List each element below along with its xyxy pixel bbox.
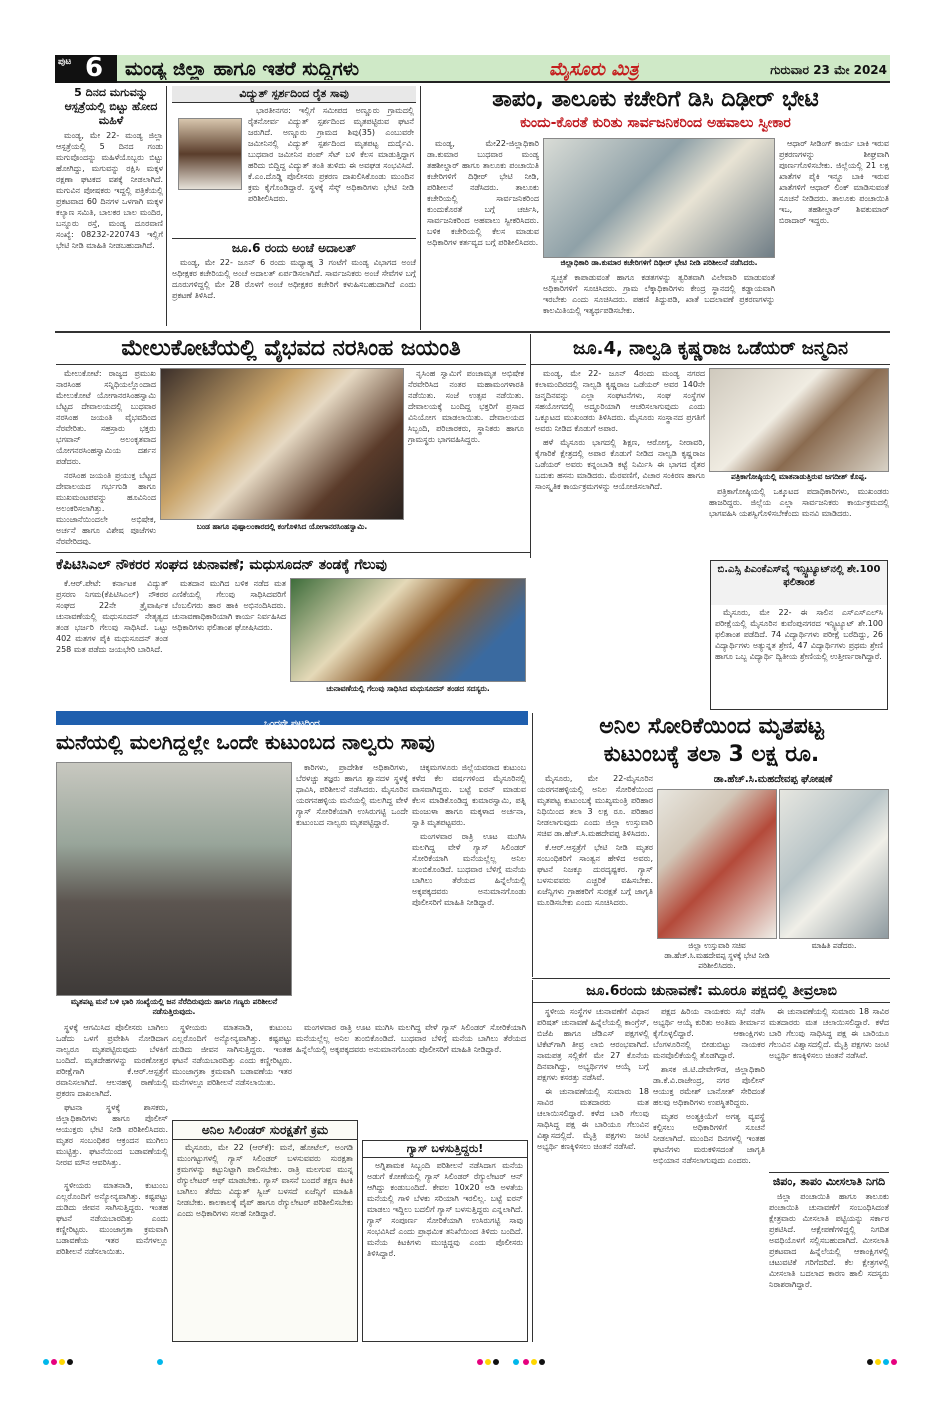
wodeyar-paragraph-1: ಮಂಡ್ಯ, ಮೇ 22- ಜೂನ್ 4ರಂದು ಮಂಡ್ಯ ನಗರದ ಕಲಾಮಂದಿರದಲ್ಲಿ ನಾಲ್ವಡಿ ಕೃಷ್ಣರಾಜ ಒಡೆಯರ್ ಅವರ 140ನೇ ಜನ್ಮದಿನವನ್ನು ಎಲ್ಲಾ ಸಂಘಟನೆಗಳು, ಸಂಘ ಸಂಸ್ಥೆಗಳ ಸಹಯೋಗದಲ್ಲಿ ಅದ್ಧೂರಿಯಾಗಿ ಆಚರಿಸಲಾಗುವುದು ಎಂದು ಒಕ್ಕೂಟದ ಮುಖಂಡರು ತಿಳಿಸಿದರು. ಮೈಸೂರು ಸಂಸ್ಥಾನದ ಪ್ರಗತಿಗೆ ಅವರು ನೀಡಿದ ಕೊಡುಗೆ ಅಪಾರ. <box>535 369 705 433</box>
compensation-paragraph-2: ಕೆ.ಆರ್.ಆಸ್ಪತ್ರೆಗೆ ಭೇಟಿ ನೀಡಿ ಮೃತರ ಸಂಬಂಧಿಕರಿಗೆ ಸಾಂತ್ವನ ಹೇಳಿದ ಅವರು, ಘಟನೆ ನಿಜಕ್ಕೂ ದುರದೃಷ್ಟಕರ. ಗ್ಯಾಸ್ ಬಳಸುವವರು ಎಚ್ಚರಿಕೆ ವಹಿಸಬೇಕು. ಏಜೆನ್ಸಿಗಳು ಗ್ರಾಹಕರಿಗೆ ಸುರಕ್ಷತೆ ಬಗ್ಗೆ ಜಾಗೃತಿ ಮೂಡಿಸಬೇಕು ಎಂದು ಸೂಚಿಸಿದರು. <box>537 843 653 907</box>
story-adalat <box>172 238 416 328</box>
family-body-col2 <box>296 762 408 1018</box>
compensation-headline-2: ಕುಟುಂಬಕ್ಕೆ ತಲಾ 3 ಲಕ್ಷ ರೂ. <box>603 742 820 767</box>
cylinder-paragraph: ಮೈಸೂರು, ಮೇ 22 (ಆರ್‌ಕೆ): ಮನೆ, ಹೋಟೆಲ್, ಅಂಗಡಿ ಮುಂಗಟ್ಟುಗಳಲ್ಲಿ ಗ್ಯಾಸ್ ಸಿಲಿಂಡರ್ ಬಳಸುವವರು ಸುರಕ್ಷತಾ ಕ್ರಮಗಳನ್ನು ಕಟ್ಟುನಿಟ್ಟಾಗಿ ಪಾಲಿಸಬೇಕು. ರಾತ್ರಿ ಮಲಗುವ ಮುನ್ನ ರೆಗ್ಯುಲೇಟರ್ ಆಫ್ ಮಾಡಬೇಕು. ಗ್ಯಾಸ್ ವಾಸನೆ ಬಂದರೆ ತಕ್ಷಣ ಕಿಟಕಿ ಬಾಗಿಲು ತೆರೆದು ವಿದ್ಯುತ್ ಸ್ವಿಚ್ ಬಳಸದೆ ಏಜೆನ್ಸಿಗೆ ಮಾಹಿತಿ ನೀಡಬೇಕು. ಕಾಲಕಾಲಕ್ಕೆ ಪೈಪ್ ಹಾಗೂ ರೆಗ್ಯುಲೇಟರ್ ಪರಿಶೀಲಿಸಬೇಕು ಎಂದು ಅಧಿಕಾರಿಗಳು ಸಲಹೆ ನೀಡಿದ್ದಾರೆ. <box>177 1143 353 1218</box>
scholarship-paragraph: ಮೈಸೂರು, ಮೇ 22- ಈ ಸಾಲಿನ ಎಸ್ಎಸ್ಎಲ್‌ಸಿ ಪರೀಕ್ಷೆಯಲ್ಲಿ ಮೈಸೂರಿನ ಕುವೆಂಪುನಗರದ ಇನ್ಸ್ಟಿಟ್ಯೂಟ್ ಶೇ.100 ಫಲಿತಾಂಶ ಪಡೆದಿದೆ. 74 ವಿದ್ಯಾರ್ಥಿಗಳು ಪರೀಕ್ಷೆ ಬರೆದಿದ್ದು, 26 ವಿದ್ಯಾರ್ಥಿಗಳು ಅತ್ಯುನ್ನತ ಶ್ರೇಣಿ, 47 ವಿದ್ಯಾರ್ಥಿಗಳು ಪ್ರಥಮ ಶ್ರೇಣಿ ಹಾಗೂ ಒಬ್ಬ ವಿದ್ಯಾರ್ಥಿ ದ್ವಿತೀಯ ಶ್ರೇಣಿಯಲ್ಲಿ ಉತ್ತೀರ್ಣರಾಗಿದ್ದಾರೆ. <box>715 608 883 661</box>
family-body-col6 <box>296 1022 526 1132</box>
wodeyar-headline: ಜೂ.4, ನಾಲ್ವಡಿ ಕೃಷ್ಣರಾಜ ಒಡೆಯರ್ ಜನ್ಮದಿನ <box>531 334 890 365</box>
kptcl-winners-photo <box>290 578 526 682</box>
registration-dots <box>40 1357 905 1367</box>
adalat-paragraph: ಮಂಡ್ಯ, ಮೇ 22- ಜೂನ್ 6 ರಂದು ಮಧ್ಯಾಹ್ನ 3 ಗಂಟೆಗೆ ಮಂಡ್ಯ ವಿಭಾಗದ ಅಂಚೆ ಅಧೀಕ್ಷಕರ ಕಚೇರಿಯಲ್ಲಿ ಅಂಚೆ ಅದಾಲತ್ ಏರ್ಪಡಿಸಲಾಗಿದೆ. ಸಾರ್ವಜನಿಕರು ಅಂಚೆ ಸೇವೆಗಳ ಬಗ್ಗೆ ದೂರುಗಳಿದ್ದಲ್ಲಿ ಮೇ 28 ರೊಳಗೆ ಅಂಚೆ ಅಧೀಕ್ಷಕರ ಕಚೇರಿಗೆ ಕಳುಹಿಸಬಹುದಾಗಿದೆ ಎಂದು ಪ್ರಕಟಣೆ ತಿಳಿಸಿದೆ. <box>172 258 416 300</box>
election-paragraph-5: ಮೃತರ ಅಂತ್ಯಕ್ರಿಯೆಗೆ ಅಗತ್ಯ ವ್ಯವಸ್ಥೆ ಕಲ್ಪಿಸಲು ಅಧಿಕಾರಿಗಳಿಗೆ ಸೂಚನೆ ನೀಡಲಾಗಿದೆ. ಮುಂದಿನ ದಿನಗಳಲ್ಲಿ ಇಂತಹ ಘಟನೆಗಳು ಮರುಕಳಿಸದಂತೆ ಜಾಗೃತಿ ಅಭಿಯಾನ ನಡೆಸಲಾಗುವುದು ಎಂದರು. <box>653 1112 765 1165</box>
farmer-portrait-photo <box>178 118 242 190</box>
compensation-headline-1: ಅನಿಲ ಸೋರಿಕೆಯಿಂದ ಮೃತಪಟ್ಟ <box>599 714 824 739</box>
baby-body <box>56 130 166 320</box>
dc-body-col1 <box>427 138 539 328</box>
story-family <box>56 726 528 1176</box>
family-body-col4 <box>56 1022 168 1176</box>
masthead <box>55 55 890 83</box>
family-body-col7 <box>56 1180 168 1342</box>
dc-office-photo <box>543 138 775 258</box>
cylinder-body <box>173 1140 357 1344</box>
narasimha-photo-caption: ಬಂಡ ಹಾಗೂ ಪುಷ್ಪಾಲಂಕಾರದಲ್ಲಿ ಕಂಗೊಳಿಸಿದ ಯೋಗಾನರಸಿಂಹಸ್ವಾಮಿ. <box>160 522 404 534</box>
farmer-headline: ವಿದ್ಯುತ್ ಸ್ಪರ್ಶದಿಂದ ರೈತ ಸಾವು <box>172 86 416 103</box>
divider <box>55 331 890 333</box>
dc-paragraph-3: ಆಧಾರ್ ಸೀಡಿಂಗ್ ಕಾರ್ಯ ಬಾಕಿ ಇರುವ ಪ್ರಕರಣಗಳನ್ನು ಶೀಘ್ರವಾಗಿ ಪೂರ್ಣಗೊಳಿಸಬೇಕು. ಜಿಲ್ಲೆಯಲ್ಲಿ 21 ಲಕ್ಷ ಖಾತೆಗಳ ಪೈಕಿ ಇನ್ನೂ ಬಾಕಿ ಇರುವ ಖಾತೆಗಳಿಗೆ ಆಧಾರ್ ಲಿಂಕ್ ಮಾಡಿಸುವಂತೆ ಸೂಚನೆ ನೀಡಿದರು. ತಾಲೂಕು ಪಂಚಾಯಿತಿ ಇಒ, ತಹಶೀಲ್ದಾರ್ ಶಿವಕುಮಾರ್ ಬಿರಾದಾರ್ ಇದ್ದರು. <box>779 139 889 225</box>
dc-paragraph-1: ಮಂಡ್ಯ, ಮೇ22-ಜಿಲ್ಲಾಧಿಕಾರಿ ಡಾ.ಕುಮಾರ ಬುಧವಾರ ಮಂಡ್ಯ ತಹಶೀಲ್ದಾರ್ ಹಾಗೂ ತಾಲೂಕು ಪಂಚಾಯಿತಿ ಕಚೇರಿಗಳಿಗೆ ದಿಢೀರ್ ಭೇಟಿ ನೀಡಿ, ಪರಿಶೀಲನೆ ನಡೆಸಿದರು. ತಾಲೂಕು ಕಚೇರಿಯಲ್ಲಿ ಸಾರ್ವಜನಿಕರಿಂದ ಕುಂದುಕೊರತೆ ಬಗ್ಗೆ ಚರ್ಚಿಸಿ, ಸಾರ್ವಜನಿಕರಿಂದ ಅಹವಾಲು ಸ್ವೀಕರಿಸಿದರು. ಬಳಿಕ ಕಚೇರಿಯಲ್ಲಿ ಕೆಲಸ ಮಾಡುವ ಅಧಿಕಾರಿಗಳ ಕರ್ತವ್ಯದ ಬಗ್ಗೆ ಪರಿಶೀಲಿಸಿದರು. <box>427 139 539 247</box>
narasimha-body-col2 <box>408 368 524 548</box>
kptcl-photo-caption: ಚುನಾವಣೆಯಲ್ಲಿ ಗೆಲುವು ಸಾಧಿಸಿದ ಮಧುಸೂದನ್ ತಂಡದ ಸದಸ್ಯರು. <box>290 684 526 706</box>
family-paragraph-5: ಘಟನಾ ಸ್ಥಳಕ್ಕೆ ಶಾಸಕರು, ಜಿಲ್ಲಾಧಿಕಾರಿಗಳು ಹಾಗೂ ಪೊಲೀಸ್ ಆಯುಕ್ತರು ಭೇಟಿ ನೀಡಿ ಪರಿಶೀಲಿಸಿದರು. ಮೃತರ ಸಂಬಂಧಿಕರ ಆಕ್ರಂದನ ಮುಗಿಲು ಮುಟ್ಟಿತ್ತು. ಘಟನೆಯಿಂದ ಬಡಾವಣೆಯಲ್ಲಿ ನೀರವ ಮೌನ ಆವರಿಸಿತ್ತು. <box>56 1103 168 1167</box>
story-baby <box>56 86 167 326</box>
family-crowd-photo <box>56 762 292 996</box>
registration-marks <box>40 1352 905 1362</box>
page-number: 6 <box>85 53 104 83</box>
dc-paragraph-2: ಸ್ವಚ್ಛತೆ ಕಾಪಾಡುವಂತೆ ಹಾಗೂ ಕಡತಗಳನ್ನು ತ್ವರಿತವಾಗಿ ವಿಲೇವಾರಿ ಮಾಡುವಂತೆ ಅಧಿಕಾರಿಗಳಿಗೆ ಸೂಚಿಸಿದರು. ಗ್ರಾಮ ಲೆಕ್ಕಾಧಿಕಾರಿಗಳು ಕೇಂದ್ರ ಸ್ಥಾನದಲ್ಲಿ ಕಡ್ಡಾಯವಾಗಿ ಇರಬೇಕು ಎಂದು ಸೂಚಿಸಿದರು. ಪಹಣಿ ತಿದ್ದುಪಡಿ, ಖಾತೆ ಬದಲಾವಣೆ ಪ್ರಕರಣಗಳನ್ನು ಕಾಲಮಿತಿಯಲ್ಲಿ ಇತ್ಯರ್ಥಪಡಿಸಬೇಕು. <box>543 273 775 315</box>
election-paragraph-2: ಈ ಚುನಾವಣೆಯಲ್ಲಿ ಸುಮಾರು 18 ಸಾವಿರ ಮತದಾರರು ಮತ ಚಲಾಯಿಸಲಿದ್ದಾರೆ. ಕಳೆದ ಬಾರಿ ಗೆಲುವು ಸಾಧಿಸಿದ್ದ ಪಕ್ಷ ಈ ಬಾರಿಯೂ ಗೆಲುವಿನ ವಿಶ್ವಾಸದಲ್ಲಿದೆ. ಮೈತ್ರಿ ಪಕ್ಷಗಳು ಜಂಟಿ ಅಭ್ಯರ್ಥಿ ಕಣಕ್ಕಿಳಿಸಲು ಚಿಂತನೆ ನಡೆಸಿವೆ. <box>537 1087 649 1151</box>
zp-tp-body <box>769 1191 889 1339</box>
farmer-body <box>248 105 414 235</box>
wodeyar-paragraph-3: ಪತ್ರಿಕಾಗೋಷ್ಠಿಯಲ್ಲಿ ಒಕ್ಕೂಟದ ಪದಾಧಿಕಾರಿಗಳು, ಮುಖಂಡರು ಹಾಜರಿದ್ದರು. ಜಿಲ್ಲೆಯ ಎಲ್ಲಾ ಸಾರ್ವಜನಿಕರು ಕಾರ್ಯಕ್ರಮದಲ್ಲಿ ಭಾಗವಹಿಸಿ ಯಶಸ್ವಿಗೊಳಿಸಬೇಕೆಂದು ಮನವಿ ಮಾಡಿದರು. <box>709 487 889 518</box>
dc-headline: ತಾಪಂ, ತಾಲೂಕು ಕಚೇರಿಗೆ ಡಿಸಿ ದಿಢೀರ್ ಭೇಟಿ <box>492 87 819 112</box>
family-photo-caption: ಮೃತಪಟ್ಟ ಮನೆ ಬಳಿ ಭಾರಿ ಸಂಖ್ಯೆಯಲ್ಲಿ ಜನ ನೆರೆದಿರುವುದು ಹಾಗೂ ಗಣ್ಯರು ಪರಿಶೀಲನೆ ನಡೆಸುತ್ತಿರುವುದು. <box>56 997 292 1019</box>
election-paragraph-3: ಪಕ್ಷದ ಹಿರಿಯ ನಾಯಕರು ಸಭೆ ನಡೆಸಿ ಅಭ್ಯರ್ಥಿ ಆಯ್ಕೆ ಕುರಿತು ಅಂತಿಮ ತೀರ್ಮಾನ ಕೈಗೊಳ್ಳಲಿದ್ದಾರೆ. ಆಕಾಂಕ್ಷಿಗಳು ಬೆಂಗಳೂರಿನಲ್ಲಿ ಬೀಡುಬಿಟ್ಟು ನಾಯಕರ ಮನವೊಲಿಕೆಯಲ್ಲಿ ತೊಡಗಿದ್ದಾರೆ. <box>653 1007 765 1060</box>
story-election <box>532 980 890 1342</box>
family-paragraph-6: ಸ್ಥಳೀಯರು ಮಾತನಾಡಿ, ಕುಟುಂಬ ಎಲ್ಲರೊಂದಿಗೆ ಅನ್ಯೋನ್ಯವಾಗಿತ್ತು. ಕಷ್ಟಪಟ್ಟು ದುಡಿದು ಜೀವನ ಸಾಗಿಸುತ್ತಿದ್ದರು. ಇಂತಹ ಘಟನೆ ನಡೆಯಬಾರದಿತ್ತು ಎಂದು ಕಣ್ಣೀರಿಟ್ಟರು. ಮುಂಜಾಗ್ರತಾ ಕ್ರಮವಾಗಿ ಬಡಾವಣೆಯ ಇತರ ಮನೆಗಳಲ್ಲೂ ಪರಿಶೀಲನೆ ನಡೆಸಲಾಯಿತು. <box>172 1023 292 1087</box>
farmer-paragraph: ಭಾರತೀನಗರ: ಇಲ್ಲಿಗೆ ಸಮೀಪದ ಅಣ್ಣೂರು ಗ್ರಾಮದಲ್ಲಿ ರೈತನೋರ್ವ ವಿದ್ಯುತ್ ಸ್ಪರ್ಶದಿಂದ ಮೃತಪಟ್ಟಿರುವ ಘಟನೆ ಜರುಗಿದೆ. ಅಣ್ಣೂರು ಗ್ರಾಮದ ಶಿವು(35) ಎಂಬುವರೇ ಜಮೀನಿನಲ್ಲಿ ವಿದ್ಯುತ್ ಸ್ಪರ್ಶದಿಂದ ಮೃತಪಟ್ಟ ದುರ್ದೈವಿ. ಬುಧವಾರ ಜಮೀನಿನ ಪಂಪ್ ಸೆಟ್ ಬಳಿ ಕೆಲಸ ಮಾಡುತ್ತಿದ್ದಾಗ ಹರಿದು ಬಿದ್ದಿದ್ದ ವಿದ್ಯುತ್ ತಂತಿ ತುಳಿದು ಈ ಅವಘಡ ಸಂಭವಿಸಿದೆ. ಕೆ.ಎಂ.ದೊಡ್ಡಿ ಪೊಲೀಸರು ಪ್ರಕರಣ ದಾಖಲಿಸಿಕೊಂಡು ಮುಂದಿನ ಕ್ರಮ ಕೈಗೊಂಡಿದ್ದಾರೆ. ಸ್ಥಳಕ್ಕೆ ಸೆಸ್ಕ್ ಅಧಿಕಾರಿಗಳು ಭೇಟಿ ನೀಡಿ ಪರಿಶೀಲಿಸಿದರು. <box>248 106 414 203</box>
election-headline: ಜೂ.6ರಂದು ಚುನಾವಣೆ: ಮೂರೂ ಪಕ್ಷದಲ್ಲಿ ತೀವ್ರಲಾಬಿ <box>533 980 890 1003</box>
kptcl-paragraph-2: ಮತದಾನ ಮುಗಿದ ಬಳಿಕ ನಡೆದ ಮತ ಎಣಿಕೆಯಲ್ಲಿ ಗೆಲುವು ಸಾಧಿಸಿದವರಿಗೆ ಬೆಂಬಲಿಗರು ಹಾರ ಹಾಕಿ ಅಭಿನಂದಿಸಿದರು. ಚುನಾವಣಾಧಿಕಾರಿಯಾಗಿ ಕಾರ್ಯ ನಿರ್ವಹಿಸಿದ ಅಧಿಕಾರಿಗಳು ಫಲಿತಾಂಶ ಘೋಷಿಸಿದರು. <box>172 579 286 632</box>
ribbon-label: ಒಂದನೇ ಪುಟದಿಂದ <box>264 719 320 729</box>
wodeyar-body-col2 <box>709 486 889 556</box>
adalat-body <box>172 257 416 323</box>
story-farmer <box>172 86 416 238</box>
story-zp-tp <box>769 1172 889 1340</box>
kptcl-body-col2 <box>172 578 286 708</box>
scholarship-body <box>711 605 887 713</box>
zp-tp-headline: ಜಿಪಂ, ತಾಪಂ ಮೀಸಲಾತಿ ನಿಗದಿ <box>772 1175 886 1188</box>
election-body-col1 <box>537 1006 649 1340</box>
wodeyar-body-col1 <box>535 368 705 556</box>
family-body-col3 <box>412 762 526 1018</box>
story-dc-visit <box>420 86 890 330</box>
family-paragraph-7: ಮಂಗಳವಾರ ರಾತ್ರಿ ಊಟ ಮುಗಿಸಿ ಮಲಗಿದ್ದ ವೇಳೆ ಗ್ಯಾಸ್ ಸಿಲಿಂಡರ್ ಸೋರಿಕೆಯಾಗಿ ಮನೆಯಲ್ಲೆಲ್ಲ ಅನಿಲ ತುಂಬಿಕೊಂಡಿದೆ. ಬುಧವಾರ ಬೆಳಿಗ್ಗೆ ಮನೆಯ ಬಾಗಿಲು ತೆರೆಯದ ಹಿನ್ನೆಲೆಯಲ್ಲಿ ಅಕ್ಕಪಕ್ಕದವರು ಅನುಮಾನಗೊಂಡು ಪೊಲೀಸರಿಗೆ ಮಾಹಿತಿ ನೀಡಿದ್ದಾರೆ. <box>296 1023 526 1054</box>
dc-photo-caption: ಜಿಲ್ಲಾಧಿಕಾರಿ ಡಾ.ಕುಮಾರ ಕಚೇರಿಗಳಿಗೆ ದಿಢೀರ್ ಭೇಟಿ ನೀಡಿ ಪರಿಶೀಲನೆ ನಡೆಸಿದರು. <box>543 258 775 270</box>
section-title: ಮಂಡ್ಯ ಜಿಲ್ಲಾ ಹಾಗೂ ಇತರೆ ಸುದ್ದಿಗಳು <box>125 58 359 80</box>
story-cylinder <box>172 1120 358 1342</box>
family-body-col5 <box>172 1022 292 1132</box>
dc-body-col3 <box>779 138 889 328</box>
narasimha-headline: ಮೇಲುಕೋಟೆಯಲ್ಲಿ ವೈಭವದ ನರಸಿಂಹ ಜಯಂತಿ <box>56 334 526 365</box>
compensation-body-col1 <box>537 773 653 975</box>
family-paragraph-4: ಸ್ಥಳಕ್ಕೆ ಆಗಮಿಸಿದ ಪೊಲೀಸರು ಬಾಗಿಲು ಒಡೆದು ಒಳಗೆ ಪ್ರವೇಶಿಸಿ ನೋಡಿದಾಗ ನಾಲ್ವರೂ ಮೃತಪಟ್ಟಿರುವುದು ಬೆಳಕಿಗೆ ಬಂದಿದೆ. ಮೃತದೇಹಗಳನ್ನು ಮರಣೋತ್ತರ ಪರೀಕ್ಷೆಗಾಗಿ ಕೆ.ಆರ್.ಆಸ್ಪತ್ರೆಗೆ ರವಾನಿಸಲಾಗಿದೆ. ಆಲನಹಳ್ಳಿ ಠಾಣೆಯಲ್ಲಿ ಪ್ರಕರಣ ದಾಖಲಾಗಿದೆ. <box>56 1023 168 1098</box>
compensation-photo-caption-1: ಜಿಲ್ಲಾ ಉಸ್ತುವಾರಿ ಸಚಿವ ಡಾ.ಹೆಚ್.ಸಿ.ಮಹದೇವಪ್ಪ ಸ್ಥಳಕ್ಕೆ ಭೇಟಿ ನೀಡಿ ಪರಿಶೀಲಿಸಿದರು. <box>657 941 777 973</box>
story-compensation <box>532 713 890 977</box>
family-bottom-col <box>56 1180 168 1342</box>
gas-use-paragraph: ಅಗ್ನಿಶಾಮಕ ಸಿಬ್ಬಂದಿ ಪರಿಶೀಲನೆ ನಡೆಸಿದಾಗ ಮನೆಯ ಅಡುಗೆ ಕೋಣೆಯಲ್ಲಿ ಗ್ಯಾಸ್ ಸಿಲಿಂಡರ್ ರೆಗ್ಯುಲೇಟರ್ ಆನ್ ಆಗಿದ್ದು ಕಂಡುಬಂದಿದೆ. ಕೇವಲ 10x20 ಅಡಿ ಅಳತೆಯ ಮನೆಯಲ್ಲಿ ಗಾಳಿ ಬೆಳಕು ಸರಿಯಾಗಿ ಇರಲಿಲ್ಲ. ಬಟ್ಟೆ ಐರನ್ ಮಾಡಲು ಇದ್ದಿಲು ಬದಲಿಗೆ ಗ್ಯಾಸ್ ಬಳಸುತ್ತಿದ್ದರು ಎನ್ನಲಾಗಿದೆ. ಗ್ಯಾಸ್ ಸಂಪೂರ್ಣ ಸೋರಿಕೆಯಾಗಿ ಉಸಿರುಗಟ್ಟಿ ಸಾವು ಸಂಭವಿಸಿದೆ ಎಂದು ಪ್ರಾಥಮಿಕ ತನಿಖೆಯಿಂದ ತಿಳಿದು ಬಂದಿದೆ. ಮನೆಯ ಕಿಟಕಿಗಳು ಮುಚ್ಚಿದ್ದವು ಎಂದು ಪೊಲೀಸರು ತಿಳಿಸಿದ್ದಾರೆ. <box>367 1161 523 1258</box>
election-body-col2 <box>653 1006 765 1340</box>
election-body-col3 <box>769 1006 889 1170</box>
wodeyar-paragraph-2: ಹಳೆ ಮೈಸೂರು ಭಾಗದಲ್ಲಿ ಶಿಕ್ಷಣ, ಆರೋಗ್ಯ, ನೀರಾವರಿ, ಕೈಗಾರಿಕೆ ಕ್ಷೇತ್ರದಲ್ಲಿ ಅಪಾರ ಕೊಡುಗೆ ನೀಡಿದ ನಾಲ್ವಡಿ ಕೃಷ್ಣರಾಜ ಒಡೆಯರ್ ಅವರು ಕನ್ನಂಬಾಡಿ ಕಟ್ಟೆ ನಿರ್ಮಿಸಿ ಈ ಭಾಗದ ರೈತರ ಬದುಕು ಹಸನು ಮಾಡಿದರು. ಮೆರವಣಿಗೆ, ವಿಚಾರ ಸಂಕಿರಣ ಹಾಗೂ ಸಾಂಸ್ಕೃತಿಕ ಕಾರ್ಯಕ್ರಮಗಳನ್ನು ಆಯೋಜಿಸಲಾಗಿದೆ. <box>535 438 705 491</box>
dc-body-col2 <box>543 272 775 328</box>
story-narasimha <box>56 334 526 550</box>
narasimha-paragraph-2: ನರಸಿಂಹ ಜಯಂತಿ ಪ್ರಯುಕ್ತ ಬೆಟ್ಟದ ದೇವಾಲಯದ ಗರ್ಭಗುಡಿ ಹಾಗೂ ಮುಖಮಂಟಪವನ್ನು ಹೂವಿನಿಂದ ಅಲಂಕರಿಸಲಾಗಿತ್ತು. ಮುಂಜಾನೆಯಿಂದಲೇ ಅಭಿಷೇಕ, ಅರ್ಚನೆ ಹಾಗೂ ವಿಶೇಷ ಪೂಜೆಗಳು ನೆರವೇರಿದವು. <box>56 471 156 546</box>
wodeyar-photo-caption: ಪತ್ರಿಕಾಗೋಷ್ಠಿಯಲ್ಲಿ ಮಾತನಾಡುತ್ತಿರುವ ಜಗದೀಶ್ ಕೊಪ್ಪ. <box>709 472 889 484</box>
wodeyar-press-meet-photo <box>709 368 889 472</box>
family-paragraph-3: ಮಂಗಳವಾರ ರಾತ್ರಿ ಊಟ ಮುಗಿಸಿ ಮಲಗಿದ್ದ ವೇಳೆ ಗ್ಯಾಸ್ ಸಿಲಿಂಡರ್ ಸೋರಿಕೆಯಾಗಿ ಮನೆಯಲ್ಲೆಲ್ಲ ಅನಿಲ ತುಂಬಿಕೊಂಡಿದೆ. ಬುಧವಾರ ಬೆಳಿಗ್ಗೆ ಮನೆಯ ಬಾಗಿಲು ತೆರೆಯದ ಹಿನ್ನೆಲೆಯಲ್ಲಿ ಅಕ್ಕಪಕ್ಕದವರು ಅನುಮಾನಗೊಂಡು ಪೊಲೀಸರಿಗೆ ಮಾಹಿತಿ ನೀಡಿದ್ದಾರೆ. <box>412 832 526 907</box>
page-word: ಪುಟ <box>58 57 72 67</box>
story-wodeyar <box>530 334 890 558</box>
compensation-byline: ಡಾ.ಹೆಚ್.ಸಿ.ಮಹದೇವಪ್ಪ ಘೋಷಣೆ <box>713 774 833 785</box>
compensation-paragraph-1: ಮೈಸೂರು, ಮೇ 22-ಮೈಸೂರಿನ ಯರಗನಹಳ್ಳಿಯಲ್ಲಿ ಅನಿಲ ಸೋರಿಕೆಯಿಂದ ಮೃತಪಟ್ಟ ಕುಟುಂಬಕ್ಕೆ ಮುಖ್ಯಮಂತ್ರಿ ಪರಿಹಾರ ನಿಧಿಯಿಂದ ತಲಾ 3 ಲಕ್ಷ ರೂ. ಪರಿಹಾರ ನೀಡಲಾಗುವುದು ಎಂದು ಜಿಲ್ಲಾ ಉಸ್ತುವಾರಿ ಸಚಿವ ಡಾ.ಹೆಚ್.ಸಿ.ಮಹದೇವಪ್ಪ ತಿಳಿಸಿದರು. <box>537 774 653 838</box>
compensation-minister-photo <box>657 789 777 939</box>
dc-subhead: ಕುಂದು-ಕೊರತೆ ಕುರಿತು ಸಾರ್ವಜನಿಕರಿಂದ ಅಹವಾಲು ಸ್ವೀಕಾರ <box>520 115 791 131</box>
story-scholarship <box>710 560 888 710</box>
election-paragraph-1: ಸ್ಥಳೀಯ ಸಂಸ್ಥೆಗಳ ಚುನಾವಣೆಗೆ ವಿಧಾನ ಪರಿಷತ್ ಚುನಾವಣೆ ಹಿನ್ನೆಲೆಯಲ್ಲಿ ಕಾಂಗ್ರೆಸ್, ಬಿಜೆಪಿ ಹಾಗೂ ಜೆಡಿಎಸ್ ಪಕ್ಷಗಳಲ್ಲಿ ಟಿಕೆಟ್‌ಗಾಗಿ ತೀವ್ರ ಲಾಬಿ ಆರಂಭವಾಗಿದೆ. ನಾಮಪತ್ರ ಸಲ್ಲಿಕೆಗೆ ಮೇ 27 ಕೊನೆಯ ದಿನವಾಗಿದ್ದು, ಅಭ್ಯರ್ಥಿಗಳ ಆಯ್ಕೆ ಬಗ್ಗೆ ಪಕ್ಷಗಳು ಕಸರತ್ತು ನಡೆಸಿವೆ. <box>537 1007 649 1082</box>
cylinder-headline: ಅನಿಲ ಸಿಲಿಂಡರ್ ಸುರಕ್ಷತೆಗೆ ಕ್ರಮ <box>173 1121 357 1140</box>
family-paragraph-1: ಕಾರಿಗಳು, ಪ್ರಾದೇಶಿಕ ಅಧಿಕಾರಿಗಳು, ಬೆರಳಚ್ಚು ತಜ್ಞರು ಹಾಗೂ ಶ್ವಾನದಳ ಸ್ಥಳಕ್ಕೆ ಧಾವಿಸಿ, ಪರಿಶೀಲನೆ ನಡೆಸಿದರು. ಮೈಸೂರಿನ ಯರಗನಹಳ್ಳಿಯ ಮನೆಯಲ್ಲಿ ಮಲಗಿದ್ದ ವೇಳೆ ಗ್ಯಾಸ್ ಸೋರಿಕೆಯಾಗಿ ಉಸಿರುಗಟ್ಟಿ ಒಂದೇ ಕುಟುಂಬದ ನಾಲ್ವರು ಮೃತಪಟ್ಟಿದ್ದಾರೆ. <box>296 763 408 827</box>
divider <box>56 552 530 553</box>
story-kptcl <box>56 554 528 710</box>
narasimha-paragraph-1: ಮೇಲುಕೋಟೆ: ರಾಜ್ಯದ ಪ್ರಮುಖ ನಾರಸಿಂಹ ಸನ್ನಿಧಿಯಲ್ಲೊಂದಾದ ಮೇಲುಕೋಟೆ ಯೋಗಾನರಸಿಂಹಸ್ವಾಮಿ ಬೆಟ್ಟದ ದೇವಾಲಯದಲ್ಲಿ ಬುಧವಾರ ನರಸಿಂಹ ಜಯಂತಿ ವೈಭವದಿಂದ ನೆರವೇರಿತು. ಸಹಸ್ರಾರು ಭಕ್ತರು ಭಗವಾನ್ ಅಲಂಕೃತವಾದ ಯೋಗನರಸಿಂಹಸ್ವಾಮಿಯ ದರ್ಶನ ಪಡೆದರು. <box>56 369 156 466</box>
continued-ribbon <box>56 711 528 729</box>
compensation-photo-caption-2: ಮಾಹಿತಿ ಪಡೆದರು. <box>779 941 889 973</box>
narasimha-paragraph-3: ನೃಸಿಂಹ ಸ್ವಾಮಿಗೆ ಪಂಚಾಮೃತ ಅಭಿಷೇಕ ನೆರವೇರಿಸಿದ ನಂತರ ಮಹಾಮಂಗಳಾರತಿ ನಡೆಯಿತು. ಸಂಜೆ ಉತ್ಸವ ನಡೆಯಿತು. ದೇವಾಲಯಕ್ಕೆ ಬಂದಿದ್ದ ಭಕ್ತರಿಗೆ ಪ್ರಸಾದ ವಿನಿಯೋಗ ಮಾಡಲಾಯಿತು. ದೇವಾಲಯದ ಸಿಬ್ಬಂದಿ, ಪರಿಚಾರಕರು, ಸ್ಥಾನಿಕರು ಹಾಗೂ ಗ್ರಾಮಸ್ಥರು ಭಾಗವಹಿಸಿದ್ದರು. <box>408 369 524 444</box>
story-gas-use <box>362 1140 528 1342</box>
scholarship-headline: ಬಿ.ಎಸ್ಸಿ ಪಿಎಂಕೆಎಸ್‌ವೈ ಇನ್ಸ್ಟಿಟ್ಯೂಟ್‌ನಲ್ಲಿ ಶೇ.100 ಫಲಿತಾಂಶ <box>711 561 887 605</box>
kptcl-body-col1 <box>56 578 168 708</box>
family-paragraph-8: ಸ್ಥಳೀಯರು ಮಾತನಾಡಿ, ಕುಟುಂಬ ಎಲ್ಲರೊಂದಿಗೆ ಅನ್ಯೋನ್ಯವಾಗಿತ್ತು. ಕಷ್ಟಪಟ್ಟು ದುಡಿದು ಜೀವನ ಸಾಗಿಸುತ್ತಿದ್ದರು. ಇಂತಹ ಘಟನೆ ನಡೆಯಬಾರದಿತ್ತು ಎಂದು ಕಣ್ಣೀರಿಟ್ಟರು. ಮುಂಜಾಗ್ರತಾ ಕ್ರಮವಾಗಿ ಬಡಾವಣೆಯ ಇತರ ಮನೆಗಳಲ್ಲೂ ಪರಿಶೀಲನೆ ನಡೆಸಲಾಯಿತು. <box>56 1181 168 1256</box>
zp-tp-paragraph: ಜಿಲ್ಲಾ ಪಂಚಾಯಿತಿ ಹಾಗೂ ತಾಲೂಕು ಪಂಚಾಯಿತಿ ಚುನಾವಣೆಗೆ ಸಂಬಂಧಿಸಿದಂತೆ ಕ್ಷೇತ್ರವಾರು ಮೀಸಲಾತಿ ಪಟ್ಟಿಯನ್ನು ಸರ್ಕಾರ ಪ್ರಕಟಿಸಿದೆ. ಆಕ್ಷೇಪಣೆಗಳಿದ್ದಲ್ಲಿ ನಿಗದಿತ ಅವಧಿಯೊಳಗೆ ಸಲ್ಲಿಸಬಹುದಾಗಿದೆ. ಮೀಸಲಾತಿ ಪ್ರಕಟವಾದ ಹಿನ್ನೆಲೆಯಲ್ಲಿ ಆಕಾಂಕ್ಷಿಗಳಲ್ಲಿ ಚಟುವಟಿಕೆ ಗರಿಗೆದರಿದೆ. ಕೆಲ ಕ್ಷೇತ್ರಗಳಲ್ಲಿ ಮೀಸಲಾತಿ ಬದಲಾದ ಕಾರಣ ಹಾಲಿ ಸದಸ್ಯರು ನಿರಾಶರಾಗಿದ್ದಾರೆ. <box>769 1192 889 1289</box>
gas-use-headline: ಗ್ಯಾಸ್ ಬಳಸುತ್ತಿದ್ದರು! <box>363 1141 527 1158</box>
page-number-box <box>55 55 117 83</box>
family-headline: ಮನೆಯಲ್ಲಿ ಮಲಗಿದ್ದಲ್ಲೇ ಒಂದೇ ಕುಟುಂಬದ ನಾಲ್ವರು ಸಾವು <box>56 730 435 754</box>
family-paragraph-2: ಚಿಕ್ಕಮಗಳೂರು ಜಿಲ್ಲೆಯವರಾದ ಕುಟುಂಬ ಕಳೆದ ಕೆಲ ವರ್ಷಗಳಿಂದ ಮೈಸೂರಿನಲ್ಲಿ ವಾಸವಾಗಿದ್ದರು. ಬಟ್ಟೆ ಐರನ್ ಮಾಡುವ ಕೆಲಸ ಮಾಡಿಕೊಂಡಿದ್ದ ಕುಮಾರಸ್ವಾಮಿ, ಪತ್ನಿ ಮಂಜುಳಾ ಹಾಗೂ ಮಕ್ಕಳಾದ ಅರ್ಚನಾ, ಸ್ವಾತಿ ಮೃತಪಟ್ಟವರು. <box>412 763 526 827</box>
narasimha-body-col1 <box>56 368 156 548</box>
adalat-headline: ಜೂ.6 ರಂದು ಅಂಚೆ ಅದಾಲತ್ <box>231 241 357 255</box>
divider <box>532 978 890 979</box>
kptcl-headline: ಕೆಪಿಟಿಸಿಎಲ್ ನೌಕರರ ಸಂಘದ ಚುನಾವಣೆ; ಮಧುಸೂದನ್ ತಂಡಕ್ಕೆ ಗೆಲುವು <box>56 557 387 573</box>
gas-use-body <box>363 1158 527 1346</box>
baby-paragraph: ಮಂಡ್ಯ, ಮೇ 22- ಮಂಡ್ಯ ಜಿಲ್ಲಾ ಆಸ್ಪತ್ರೆಯಲ್ಲಿ 5 ದಿನದ ಗಂಡು ಮಗುವೊಂದನ್ನು ಮಹಿಳೆಯೊಬ್ಬರು ಬಿಟ್ಟು ಹೋಗಿದ್ದು, ಮಗುವನ್ನು ರಕ್ಷಿಸಿ ಮಕ್ಕಳ ರಕ್ಷಣಾ ಘಟಕದ ವಶಕ್ಕೆ ನೀಡಲಾಗಿದೆ. ಮಗುವಿನ ಪೋಷಕರು ಇದ್ದಲ್ಲಿ ಪತ್ರಿಕೆಯಲ್ಲಿ ಪ್ರಕಟವಾದ 60 ದಿನಗಳ ಒಳಗಾಗಿ ಮಕ್ಕಳ ಕಲ್ಯಾಣ ಸಮಿತಿ, ಬಾಲಕರ ಬಾಲ ಮಂದಿರ, ಬನ್ನೂರು ರಸ್ತೆ, ಮಂಡ್ಯ ದೂರವಾಣಿ ಸಂಖ್ಯೆ: 08232-220743 ಇಲ್ಲಿಗೆ ಭೇಟಿ ನೀಡಿ ಮಾಹಿತಿ ನೀಡಬಹುದಾಗಿದೆ. <box>56 131 163 250</box>
narasimha-idol-photo <box>160 368 404 520</box>
election-paragraph-4: ಶಾಸಕ ಜಿ.ಟಿ.ದೇವೇಗೌಡ, ಜಿಲ್ಲಾಧಿಕಾರಿ ಡಾ.ಕೆ.ವಿ.ರಾಜೇಂದ್ರ, ನಗರ ಪೊಲೀಸ್ ಆಯುಕ್ತ ರಮೇಶ್ ಬಾನೋತ್ ಸೇರಿದಂತೆ ಹಲವು ಅಧಿಕಾರಿಗಳು ಉಪಸ್ಥಿತರಿದ್ದರು. <box>653 1065 765 1107</box>
kptcl-paragraph-1: ಕೆ.ಆರ್.ಪೇಟೆ: ಕರ್ನಾಟಕ ವಿದ್ಯುತ್ ಪ್ರಸರಣ ನಿಗಮ(ಕೆಪಿಟಿಸಿಎಲ್) ನೌಕರರ ಸಂಘದ 22ನೇ ತ್ರೈವಾರ್ಷಿಕ ಚುನಾವಣೆಯಲ್ಲಿ ಮಧುಸೂದನ್ ನೇತೃತ್ವದ ತಂಡ ಭರ್ಜರಿ ಗೆಲುವು ಸಾಧಿಸಿದೆ. ಒಟ್ಟು 402 ಮತಗಳ ಪೈಕಿ ಮಧುಸೂದನ್ ತಂಡ 258 ಮತ ಪಡೆದು ಜಯಭೇರಿ ಬಾರಿಸಿದೆ. <box>56 579 168 654</box>
compensation-hospital-photo <box>779 789 889 939</box>
election-paragraph-6: ಈ ಚುನಾವಣೆಯಲ್ಲಿ ಸುಮಾರು 18 ಸಾವಿರ ಮತದಾರರು ಮತ ಚಲಾಯಿಸಲಿದ್ದಾರೆ. ಕಳೆದ ಬಾರಿ ಗೆಲುವು ಸಾಧಿಸಿದ್ದ ಪಕ್ಷ ಈ ಬಾರಿಯೂ ಗೆಲುವಿನ ವಿಶ್ವಾಸದಲ್ಲಿದೆ. ಮೈತ್ರಿ ಪಕ್ಷಗಳು ಜಂಟಿ ಅಭ್ಯರ್ಥಿ ಕಣಕ್ಕಿಳಿಸಲು ಚಿಂತನೆ ನಡೆಸಿವೆ. <box>769 1007 889 1060</box>
issue-date: ಗುರುವಾರ 23 ಮೇ 2024 <box>770 63 887 77</box>
paper-name: ಮೈಸೂರು ಮಿತ್ರ <box>549 59 639 80</box>
baby-headline: 5 ದಿನದ ಮಗುವನ್ನು ಆಸ್ಪತ್ರೆಯಲ್ಲಿ ಬಿಟ್ಟು ಹೋದ ಮಹಿಳೆ <box>64 86 158 127</box>
